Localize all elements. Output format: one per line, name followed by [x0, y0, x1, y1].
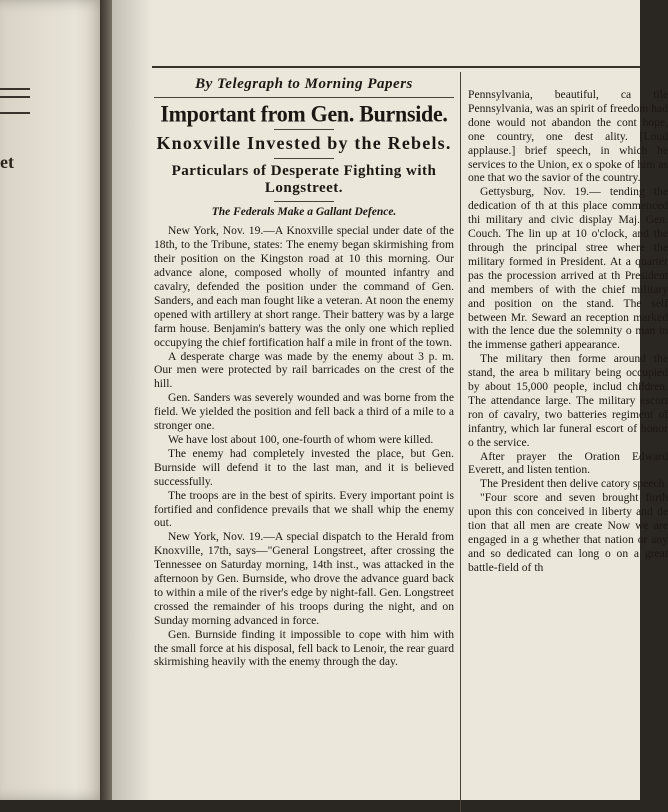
adjacent-column — [468, 88, 668, 575]
article-column — [154, 72, 454, 669]
rule — [274, 129, 334, 130]
paragraph: The President then delive catory speech. — [480, 477, 668, 491]
kicker: By Telegraph to Morning Papers — [195, 76, 413, 92]
subheadline: The Federals Make a Gallant Defence. — [211, 206, 397, 219]
rule — [0, 96, 30, 98]
top-rule — [152, 66, 640, 68]
paragraph: Gettysburg, Nov. 19.— tending the dedication of th at this place commenced thi military and civic display Maj. Gen. Couch. The lin up at 10 o'clock, and the through the principal stree where the military formed in President. At a quarter pas the procession arrived at th President and members of with the chief military and position on the stand. The self between Mr. Seward an reception marked with the lence due the solemnity o man in the immense gatheri appearance. — [468, 185, 668, 352]
headline: Important from Gen. Burnside. — [160, 100, 448, 127]
rule — [0, 112, 30, 114]
paragraph: "Four score and seven brought forth upon this con conceived in liberty and de tion that all men are create Now we are engaged in a g whether that nation or any and so dedicated can long o on a great battle-field of th — [468, 491, 668, 574]
rule — [154, 97, 454, 98]
rule — [274, 201, 334, 202]
paragraph: After prayer the Oration Edward Everett, and listen tention. — [468, 449, 668, 477]
paragraph: New York, Nov. 19.—A Knoxville special under date of the 18th, to the Tribune, states: The enemy began skirmishing from their position on the Kingston road at 10 this morning. Our advance alone, composed wholly of mounted infantry and cavalry, defended the position under the command of Gen. Sanders, and each man fought like a veteran. At noon the enemy opened with artillery at short range. Their battery was by a large farm house. Benjamin's battery was the only one which replied occupying the chief fortification half a mile in front of the town. — [154, 224, 454, 349]
paragraph: New York, Nov. 19.—A special dispatch to the Herald from Knoxville, 17th, says—"General Longstreet, after crossing the Tennessee on Saturday morning, 14th inst., was attacked in the afternoon by Gen. Burnside, who drove the advance guard back to within a mile of the river's edge by night-fall. Gen. Longstreet crossed the remainder of his troops during the night, and on Sunday morning advanced in force. — [154, 530, 454, 627]
adjacent-page — [0, 0, 108, 800]
column-divider — [460, 72, 461, 812]
rule — [274, 158, 334, 159]
paragraph: Gen. Sanders was severely wounded and was borne from the field. We yielded the position and fell back a third of a mile to a stronger one. — [154, 391, 454, 433]
rule — [0, 88, 30, 90]
adjacent-page-text: et — [0, 152, 14, 172]
article-body — [154, 224, 454, 669]
subheadline: Particulars of Desperate Fighting with Longstreet. — [171, 162, 437, 197]
subheadline: Knoxville Invested by the Rebels. — [156, 133, 452, 154]
paragraph: We have lost about 100, one-fourth of whom were killed. — [168, 432, 434, 446]
paragraph: The enemy had completely invested the place, but Gen. Burnside will defend it to the last man, and it is believed successfully. — [154, 446, 454, 488]
newspaper-page — [112, 0, 668, 800]
paragraph: The troops are in the best of spirits. Every important point is fortified and confidence prevails that we shall whip the enemy out. — [154, 488, 454, 530]
paragraph: Pennsylvania, beautiful, ca tile Pennsylvania, was an spirit of freedom had done would not abandon the cont hope, one country, one dest ality. [Loud applause.] brief speech, in which he services to the Union, ex o spoke of him as one that wo the savior of the country. — [468, 88, 668, 185]
paragraph: A desperate charge was made by the enemy about 3 p. m. Our men were protected by rail barricades on the crest of the hill. — [154, 349, 454, 391]
paragraph: The military then forme around the stand, the area b military being occupied by about 15,000 people, includ children. The attendance large. The military escort ron of cavalry, two batteries regiment of infantry, which lar funeral escort of honor o the service. — [468, 352, 668, 449]
paragraph: Gen. Burnside finding it impossible to cope with him with the small force at his disposal, fell back to Lenoir, the rear guard skirmishing heavily with the enemy through the day. — [154, 627, 454, 669]
